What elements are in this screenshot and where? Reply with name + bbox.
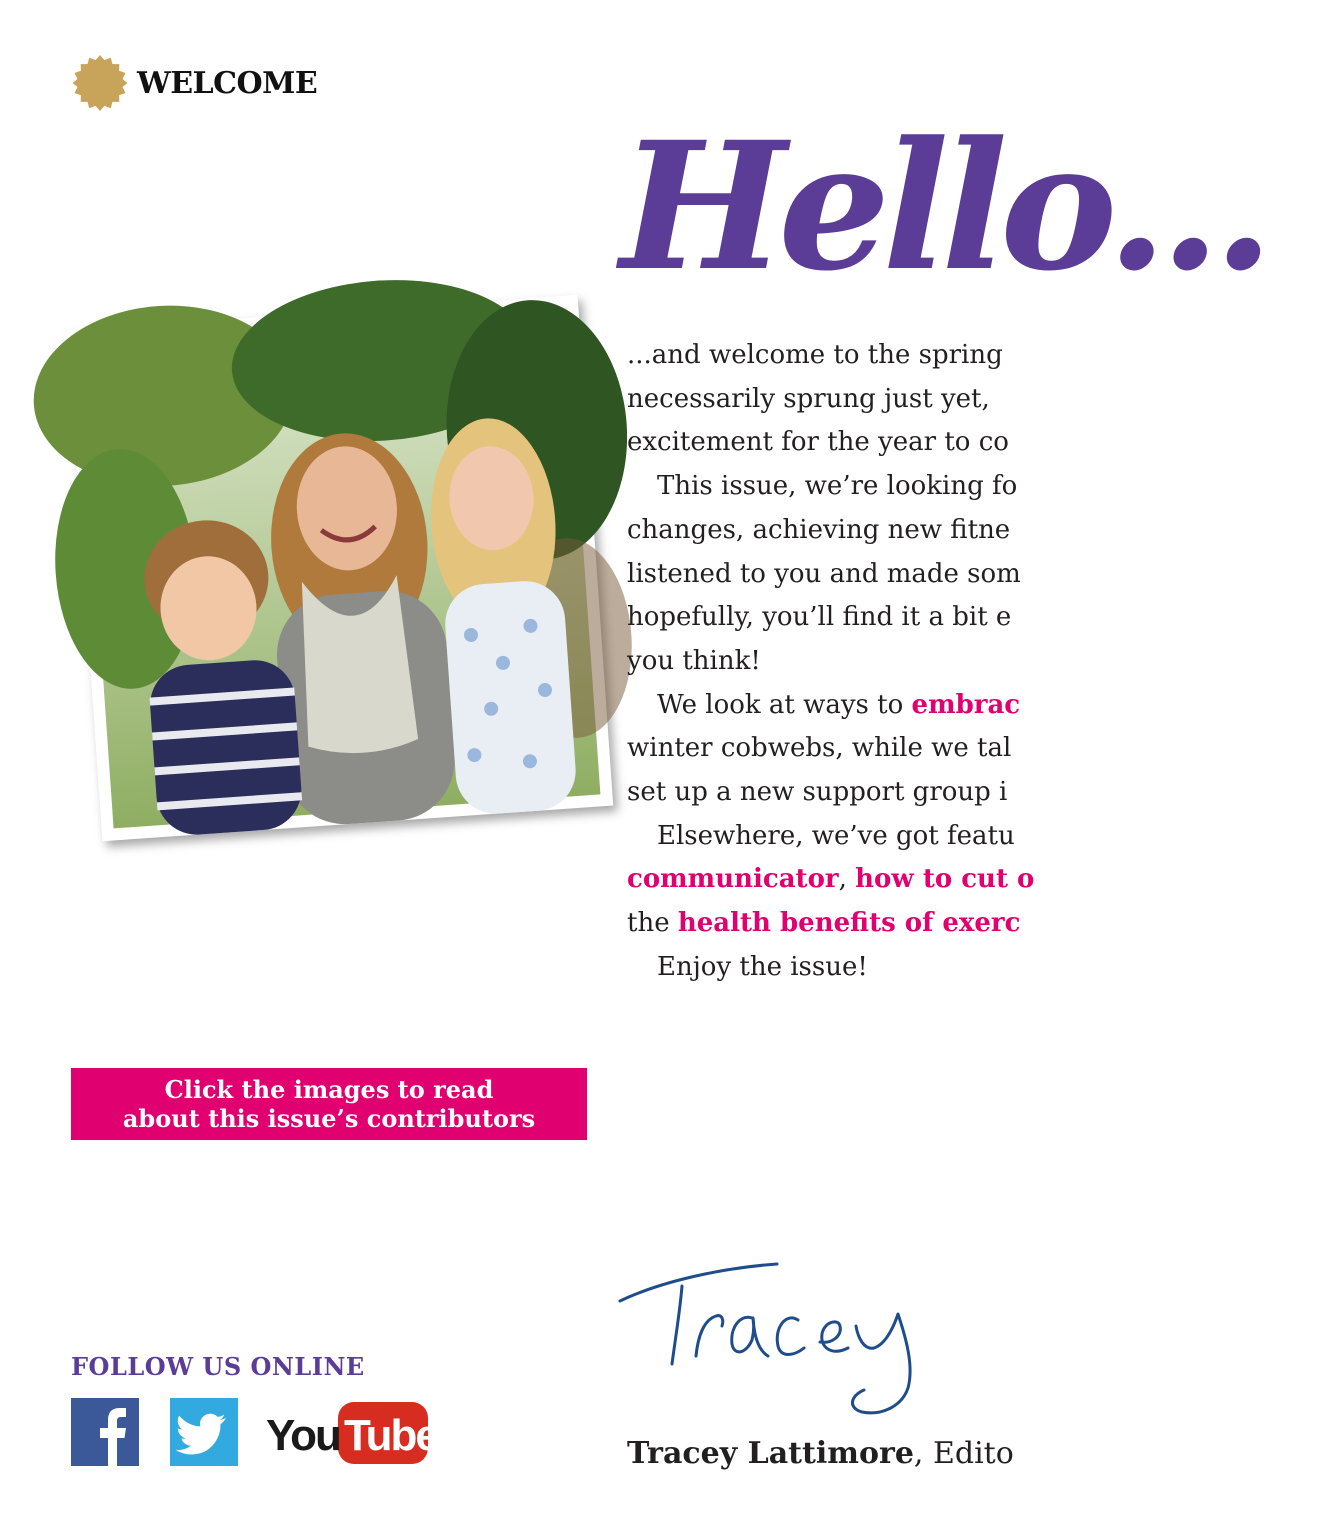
text-line: hopefully, you’ll find it a bit e — [627, 602, 1012, 633]
text-line: the — [627, 908, 678, 939]
highlight-link-how-to-cut[interactable]: how to cut o — [855, 864, 1035, 895]
editor-signoff — [627, 1436, 1014, 1471]
paragraph — [627, 334, 1327, 465]
intro-text — [627, 334, 1327, 990]
twitter-icon — [170, 1398, 238, 1466]
paragraph — [627, 465, 1327, 684]
paragraph — [627, 815, 1327, 946]
youtube-you-text: You — [266, 1411, 340, 1460]
text-line: listened to you and made som — [627, 558, 1021, 589]
twitter-button[interactable] — [170, 1398, 238, 1466]
youtube-tube-text: Tube — [344, 1411, 438, 1460]
text-line: changes, achieving new fitne — [627, 514, 1011, 545]
text-line: set up a new support group i — [627, 777, 1008, 808]
text-line: necessarily sprung just yet, — [627, 383, 990, 414]
paragraph — [627, 946, 1327, 990]
follow-us-label: FOLLOW US ONLINE — [71, 1352, 365, 1381]
facebook-button[interactable] — [71, 1398, 139, 1466]
family-photo-image — [80, 308, 601, 829]
text-line: excitement for the year to co — [627, 427, 1009, 458]
highlight-link-embrace[interactable]: embrac — [911, 689, 1021, 720]
text-separator: , — [838, 864, 856, 895]
text-line: Elsewhere, we’ve got featu — [657, 820, 1015, 851]
text-line: This issue, we’re looking fo — [657, 471, 1018, 502]
editor-name: Tracey Lattimore — [627, 1436, 914, 1471]
seal-badge-icon — [71, 54, 129, 112]
youtube-icon — [264, 1398, 438, 1466]
facebook-icon — [71, 1398, 139, 1466]
handwritten-signature — [612, 1256, 932, 1426]
text-line: Enjoy the issue! — [657, 951, 868, 982]
cta-line-1: Click the images to read — [164, 1075, 494, 1104]
cta-line-2: about this issue’s contributors — [122, 1104, 536, 1133]
contributors-button[interactable] — [71, 1068, 587, 1140]
highlight-link-health-benefits[interactable]: health benefits of exerc — [677, 908, 1021, 939]
text-line: you think! — [627, 645, 761, 676]
text-line: ...and welcome to the spring — [627, 340, 1003, 370]
editor-family-photo[interactable] — [67, 295, 613, 841]
editor-role: , Edito — [913, 1436, 1014, 1471]
highlight-link-communicator[interactable]: communicator — [627, 864, 839, 895]
section-title: WELCOME — [137, 65, 318, 101]
youtube-button[interactable] — [264, 1398, 438, 1466]
paragraph — [627, 684, 1327, 815]
hello-headline: Hello... — [620, 103, 1267, 310]
text-line: We look at ways to — [657, 689, 912, 720]
text-line: winter cobwebs, while we tal — [627, 733, 1012, 764]
section-header — [71, 54, 317, 112]
